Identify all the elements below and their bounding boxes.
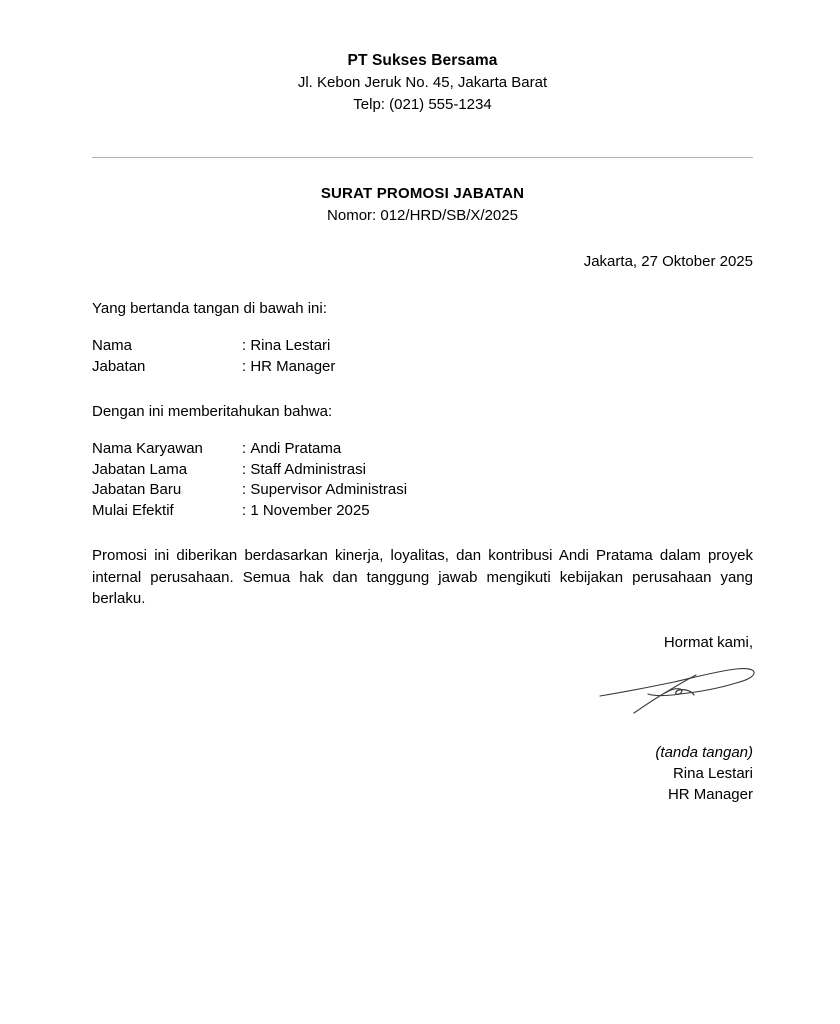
document-content bbox=[92, 0, 753, 805]
field-text: Supervisor Administrasi bbox=[250, 481, 408, 498]
field-text: Andi Pratama bbox=[250, 440, 342, 457]
field-text: Staff Administrasi bbox=[250, 460, 366, 478]
field-separator: : bbox=[242, 337, 247, 354]
place-and-date: Jakarta, 27 Oktober 2025 bbox=[583, 253, 753, 270]
field-label: Nama Karyawan bbox=[92, 440, 203, 457]
field-label: Nama bbox=[92, 337, 133, 354]
signature-mark bbox=[92, 654, 753, 742]
body-paragraph: Promosi ini diberikan berdasarkan kinerja, loyalitas, dan kontribusi Andi Pratama dalam proyek internal perusahaan. Semua hak dan tanggung jawab mengikuti kebijakan perusahaan yang berlaku. bbox=[92, 547, 753, 607]
field-separator: : bbox=[242, 501, 247, 519]
field-separator: : bbox=[242, 481, 247, 498]
table-row bbox=[92, 480, 407, 501]
field-label: Jabatan Lama bbox=[92, 460, 188, 478]
signer-title: HR Manager bbox=[667, 785, 753, 803]
field-value bbox=[242, 336, 335, 357]
company-name: PT Sukses Bersama bbox=[347, 52, 498, 69]
company-address: Jl. Kebon Jeruk No. 45, Jakarta Barat bbox=[297, 74, 548, 91]
document-number: Nomor: 012/HRD/SB/X/2025 bbox=[327, 207, 518, 224]
table-row bbox=[92, 439, 407, 460]
field-separator: : bbox=[242, 440, 247, 457]
field-row bbox=[92, 336, 335, 357]
field-text: Rina Lestari bbox=[250, 337, 331, 354]
field-value bbox=[242, 460, 407, 481]
signature-placeholder: (tanda tangan) bbox=[655, 743, 753, 761]
field-text: HR Manager bbox=[250, 357, 336, 375]
notice-line: Dengan ini memberitahukan bahwa: bbox=[92, 403, 333, 420]
closing-salutation: Hormat kami, bbox=[663, 633, 753, 651]
signatory-field-table bbox=[92, 336, 335, 377]
employee-field-table bbox=[92, 439, 407, 521]
document-title: SURAT PROMOSI JABATAN bbox=[320, 185, 525, 202]
letterhead bbox=[92, 0, 753, 116]
field-value bbox=[242, 357, 335, 378]
field-row bbox=[92, 357, 335, 378]
field-label: Jabatan Baru bbox=[92, 481, 182, 498]
letterhead-divider bbox=[92, 157, 753, 158]
intro-line: Yang bertanda tangan di bawah ini: bbox=[92, 300, 327, 317]
company-phone: Telp: (021) 555-1234 bbox=[353, 96, 492, 113]
field-separator: : bbox=[242, 357, 247, 375]
field-label: Jabatan bbox=[92, 357, 146, 375]
field-value bbox=[242, 501, 407, 522]
field-separator: : bbox=[242, 460, 247, 478]
signature-block bbox=[92, 632, 753, 805]
field-value bbox=[242, 439, 407, 460]
field-value bbox=[242, 480, 407, 501]
table-row bbox=[92, 501, 407, 522]
field-label: Mulai Efektif bbox=[92, 501, 174, 519]
table-row bbox=[92, 460, 407, 481]
field-text: 1 November 2025 bbox=[250, 501, 370, 519]
signer-name: Rina Lestari bbox=[672, 764, 753, 782]
title-block bbox=[92, 183, 753, 227]
handwritten-signature-icon bbox=[598, 665, 758, 717]
